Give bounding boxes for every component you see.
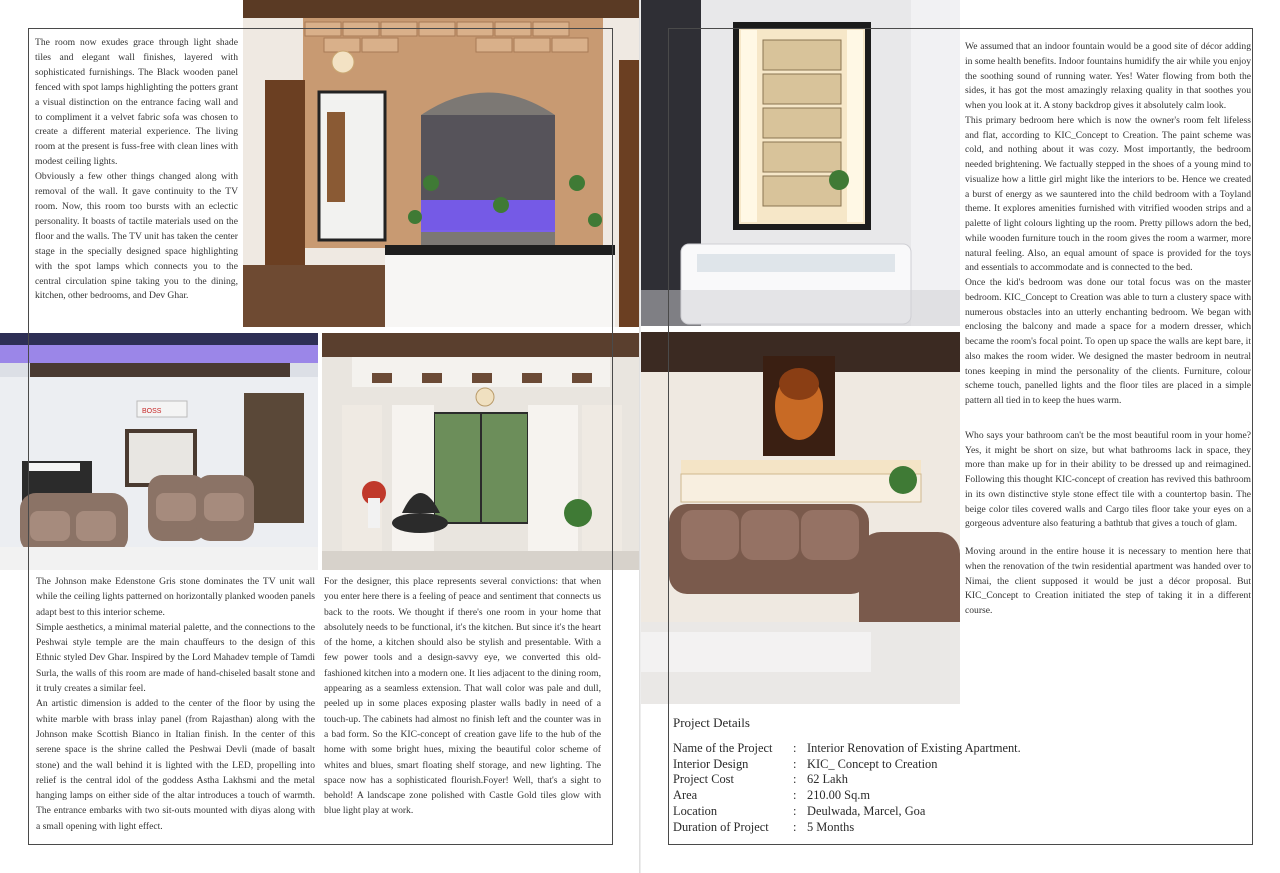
detail-row-area xyxy=(673,788,1233,804)
detail-value: Deulwada, Marcel, Goa xyxy=(807,803,926,818)
paragraph: The Johnson make Edenstone Gris stone dominates the TV unit wall while the ceiling lights patterned on horizontally planked wooden panels adapt best to this interior scheme. xyxy=(36,576,315,618)
detail-value: 210.00 Sq.m xyxy=(807,788,870,803)
paragraph: This primary bedroom here which is now the owner's room felt lifeless and flat, according to KIC_Concept to Creation. The paint scheme was cold, and nothing about it was cozy. Most importantly, the bedroom needed brightening. We factually stepped in the shoes of a young mind to visualize how a little girl might like the interiors to be. Hence we created a burst of energy as we sauntered into the child bedroom with a Toyland theme. It explores amenities furnished with vitrified wooden strips and a palette of light colours lighting up the room. Pretty pillows adorn the bed, while wooden furniture touch in the room gives the room a warmer, more natural feeling. Also, an equal amount of space is provided for the toys and essentials to accommodate and is connected to the bed. xyxy=(965,114,1251,274)
detail-label: Project Cost xyxy=(673,772,734,787)
paragraph: The room now exudes grace through light shade tiles and elegant wall finishes, layered with sophisticated furnishings. The Black wooden panel fenced with spot lamps highlighting the potters grant a visual distinction on the entrance facing wall and to compliment it a velvet fabric sofa was chosen to create a different material experience. The living room at the present is fuss-free with clean lines with modest ceiling lights. xyxy=(35,37,238,168)
dining-photo xyxy=(322,333,640,570)
detail-separator: : xyxy=(793,788,797,803)
detail-separator: : xyxy=(793,803,797,818)
foyer-photo xyxy=(243,0,640,327)
project-details xyxy=(673,715,1233,835)
detail-label: Name of the Project xyxy=(673,741,773,755)
detail-row-design xyxy=(673,757,1233,773)
detail-row-name xyxy=(673,741,1233,757)
detail-separator: : xyxy=(793,741,797,755)
detail-value: Interior Renovation of Existing Apartment. xyxy=(807,741,1021,755)
paragraph: Once the kid's bedroom was done our total focus was on the master bedroom. KIC_Concept to Creation was able to turn a clustery space with numerous obstacles into an utterly enchanting bedroom. We began with enclosing the balcony and made a space for a modern dresser, which became the room's focal point. To open up space the walls are kept bare, it also makes the room wider. We designed the master bedroom in neutral tones keeping in mind the personality of the clients. Furniture, colour scheme touch, panelled lights and the floor tiles are placed in a simple pattern all tied in to keep the hues warm. xyxy=(965,277,1251,406)
detail-row-duration xyxy=(673,820,1233,836)
tv-room-text-column xyxy=(36,574,315,834)
paragraph: Who says your bathroom can't be the most beautiful room in your home? Yes, it might be short on size, but what bathrooms lack in space, they more than make up for in their ability to be dressed up and reimagined. Following this thought KIC-concept of creation has revived this bathroom in its own distinctive style stone effect tile with a countertop basin. The beige color tiles covered walls and Cargo tiles floor take your eyes on a gorgeous adventure also featuring a bathtub that gives a touch of glam. xyxy=(965,429,1251,530)
detail-separator: : xyxy=(793,819,797,834)
right-text-column xyxy=(965,40,1251,619)
paragraph: Moving around in the entire house it is necessary to mention here that when the renovation of the twin residential apartment was handed over to Nimai, the client supposed it would be just a décor proposal. But KIC_Concept to Creation initiated the step of taking it in a different course. xyxy=(965,546,1251,616)
paragraph: For the designer, this place represents several convictions: that when you enter here there is a feeling of peace and sentiment that connects us back to the roots. We thought if there's one room in your home that absolutely needs to be functional, it's the kitchen. But since it's the heart of the home, a kitchen should also be stylish and presentable. With a few power tools and a design-savvy eye, we converted this old-fashioned kitchen into a modern one. It lies adjacent to the dining room, appearing as a seamless extension. That wall color was pale and dull, peeled up in some places exposing plaster walls badly in need of a touch-up. The cabinets had almost no finish left and the counter was in a bad form. So the KIC-concept of creation gave life to the hub of the home with some bright hues, mixing the beautiful color scheme of whites and blues, smart floating shelf storage, and new lighting. The space now has a sophisticated flourish.Foyer! Well, that's a sight to behold! A landscape zone polished with Castle Gold tiles glow with blue light play at work. xyxy=(324,576,601,817)
detail-label: Interior Design xyxy=(673,756,749,771)
paragraph: Obviously a few other things changed along with removal of the wall. It gave continuity to the TV room. Now, this room too bursts with an eclectic personality. It boasts of tactile materials used on the floor and the walls. The TV unit has taken the center stage in the specially designed space highlighting with the spot lamps which connects you to the central circulation spine taking you to the dining, kitchen, other bedrooms, and Dev Ghar. xyxy=(35,171,238,302)
detail-separator: : xyxy=(793,772,797,787)
detail-separator: : xyxy=(793,756,797,771)
paragraph: An artistic dimension is added to the center of the floor by using the white marble with brass inlay panel (from Rajasthan) along with the Johnson make Scottish Bianco in Italian finish. In the center of this serene space is the shrine called the Peshwai Devli (made of basalt stone) and the wall behind it is lighted with the LED, propelling into relief is the central idol of the goddess Astha Lakhsmi and the metal hanging lamps on either side of the altar introduces a touch of warmth. The entrance embarks with two sit-outs mounted with diyas along with a small opening with light effect. xyxy=(36,698,315,832)
detail-value: 5 Months xyxy=(807,819,855,834)
detail-label: Location xyxy=(673,803,718,818)
kitchen-text-column xyxy=(324,574,601,819)
detail-row-cost xyxy=(673,772,1233,788)
living-room-photo xyxy=(641,332,960,704)
paragraph: We assumed that an indoor fountain would be a good site of décor adding in some health benefits. Indoor fountains humidify the air while you enjoy the soothing sound of running water. Yes! Water flowing from both the sides, it has got the most amazingly relaxing quality in that soothes you when you look at it. A stony backdrop gives it absolutely calm look. xyxy=(965,41,1251,111)
project-details-heading: Project Details xyxy=(673,715,750,730)
detail-label: Area xyxy=(673,788,698,803)
detail-label: Duration of Project xyxy=(673,819,769,834)
detail-value: KIC_ Concept to Creation xyxy=(807,756,938,771)
bathroom-photo xyxy=(641,0,960,326)
detail-row-location xyxy=(673,804,1233,820)
svg-text:BOSS: BOSS xyxy=(142,408,162,415)
tv-room-photo xyxy=(0,333,318,570)
intro-text-column xyxy=(35,36,238,304)
detail-value: 62 Lakh xyxy=(807,772,848,787)
paragraph: Simple aesthetics, a minimal material palette, and the connections to the Peshwai style temple are the main chauffeurs to the design of this Ethnic styled Dev Ghar. Inspired by the Lord Mahadev temple of Tamdi Surla, the walls of this room are made of hand-chiseled basalt stone and it truly creates a similar feel. xyxy=(36,621,315,695)
